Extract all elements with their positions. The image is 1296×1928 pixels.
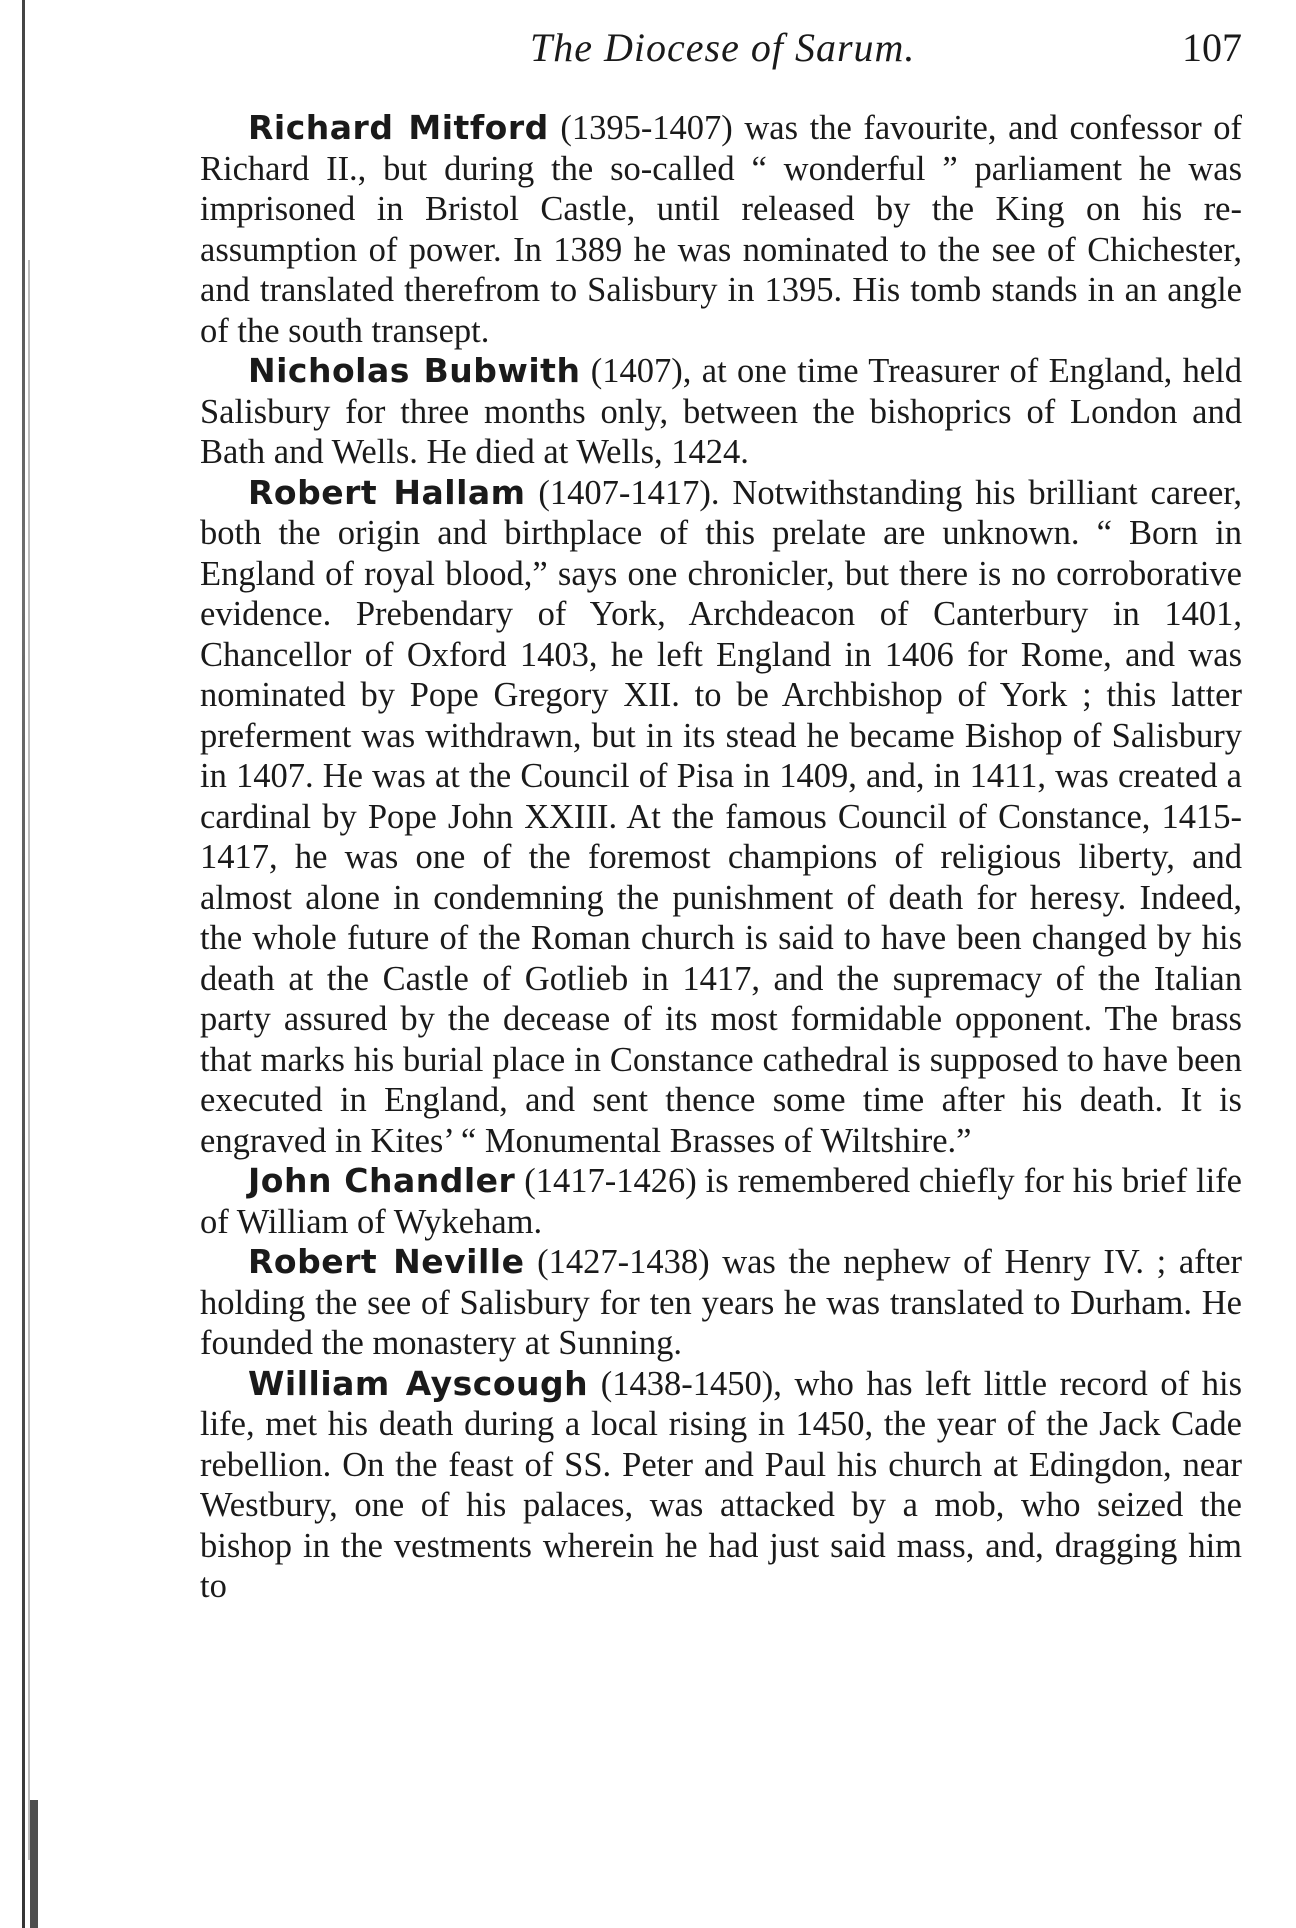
entry-richard-mitford	[200, 108, 1242, 351]
bishop-name: Richard Mitford	[248, 108, 549, 147]
page-binding-corner	[30, 1800, 38, 1928]
entry-robert-hallam	[200, 473, 1242, 1162]
page-header	[200, 24, 1242, 84]
running-title: The Diocese of Sarum.	[530, 25, 916, 70]
entry-text: (1438-1450), who has left little record of his life, met his death during a local rising in 1450, the year of the Jack Cade rebellion. On the feast of SS. Peter and Paul his church at Edingdon, near Westbury, one of his palaces, was attacked by a mob, who seized the bishop in the vestments wherein he had just said mass, and, dragging him to	[200, 1364, 1242, 1605]
page-binding-shadow	[28, 260, 30, 1860]
bishop-name: William Ayscough	[248, 1363, 589, 1403]
entry-text: (1395-1407) was the favourite, and confessor of Richard II., but during the so-called “ wonderful ” parliament he was imprisoned in Bristol Castle, until released by the King on his re-assumption of power. In 1389 he was nominated to the see of Chichester, and translated therefrom to Salisbury in 1395. His tomb stands in an angle of the south transept.	[200, 109, 1242, 350]
bishop-name: Robert Hallam	[248, 472, 526, 512]
page-body	[200, 108, 1242, 1607]
entry-nicholas-bubwith	[200, 351, 1242, 473]
bishop-name: Nicholas Bubwith	[248, 351, 581, 390]
entry-john-chandler	[200, 1161, 1242, 1242]
page-number: 107	[1182, 25, 1242, 70]
entry-text: (1407-1417). Notwithstanding his brilliant career, both the origin and birthplace of this prelate are unknown. “ Born in England of royal blood,” says one chronicler, but there is no corroborative evidence. Prebendary of York, Archdeacon of Canterbury in 1401, Chancellor of Oxford 1403, he left England in 1406 for Rome, and was nominated by Pope Gregory XII. to be Archbishop of York ; this latter preferment was withdrawn, but in its stead he became Bishop of Salisbury in 1407. He was at the Council of Pisa in 1409, and, in 1411, was created a cardinal by Pope John XXIII. At the famous Council of Constance, 1415-1417, he was one of the foremost champions of religious liberty, and almost alone in condemning the punishment of death for heresy. Indeed, the whole future of the Roman church is said to have been changed by his death at the Castle of Gotlieb in 1417, and the supremacy of the Italian party assured by the decease of its most formidable opponent. The brass that marks his burial place in Constance cathedral is supposed to have been executed in England, and sent thence some time after his death. It is engraved in Kites’ “ Monumental Brasses of Wiltshire.”	[200, 473, 1242, 1160]
bishop-name: John Chandler	[248, 1161, 516, 1200]
page-binding-edge	[22, 0, 25, 1928]
entry-william-ayscough	[200, 1364, 1242, 1607]
entry-text: (1407), at one time Treasurer of England, held Salisbury for three months only, between the bishoprics of London and Bath and Wells. He died at Wells, 1424.	[200, 352, 1242, 471]
entry-text: (1417-1426) is remembered chiefly for his brief life of William of Wykeham.	[200, 1162, 1242, 1241]
entry-robert-neville	[200, 1242, 1242, 1364]
bishop-name: Robert Neville	[248, 1242, 525, 1281]
entry-text: (1427-1438) was the nephew of Henry IV. ; after holding the see of Salisbury for ten years he was translated to Durham. He founded the monastery at Sunning.	[200, 1243, 1243, 1362]
